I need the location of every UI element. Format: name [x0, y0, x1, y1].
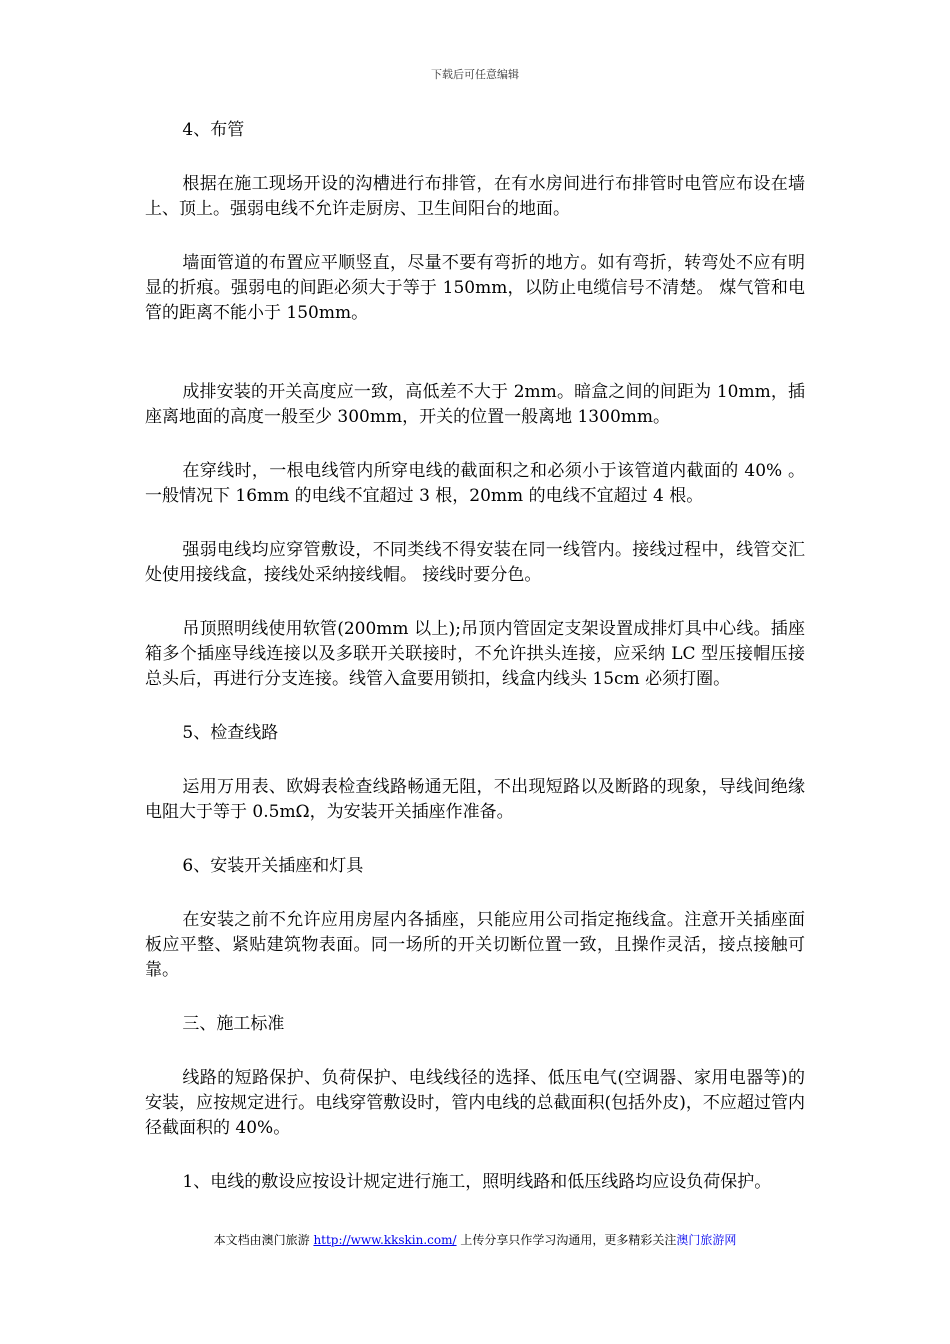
document-body	[145, 118, 805, 1195]
footer-site-name[interactable]: 澳门旅游网	[676, 1233, 737, 1247]
heading-construction-standards: 三、施工标准	[182, 1014, 285, 1034]
heading-install-switches: 6、安装开关插座和灯具	[182, 856, 364, 876]
paragraph: 线路的短路保护、负荷保护、电线线径的选择、低压电气(空调器、家用电器等)的安装，应按规定进行。电线穿管敷设时，管内电线的总截面积(包括外皮)，不应超过管内径截面积的 40%。	[145, 1068, 805, 1138]
paragraph: 根据在施工现场开设的沟槽进行布排管，在有水房间进行布排管时电管应布设在墙上、顶上。强弱电线不允许走厨房、卫生间阳台的地面。	[145, 174, 805, 219]
paragraph: 在穿线时，一根电线管内所穿电线的截面积之和必须小于该管道内截面的 40% 。一般情况下 16mm 的电线不宜超过 3 根，20mm 的电线不宜超过 4 根。	[145, 461, 805, 506]
footer-prefix: 本文档由澳门旅游	[213, 1233, 314, 1247]
paragraph: 强弱电线均应穿管敷设，不同类线不得安装在同一线管内。接线过程中，线管交汇处使用接线盒，接线处采纳接线帽。 接线时要分色。	[145, 540, 805, 585]
page-header: 下载后可任意编辑	[431, 68, 519, 81]
paragraph: 成排安装的开关高度应一致，高低差不大于 2mm。暗盒之间的间距为 10mm，插座离地面的高度一般至少 300mm，开关的位置一般离地 1300mm。	[145, 382, 805, 427]
paragraph: 运用万用表、欧姆表检查线路畅通无阻，不出现短路以及断路的现象，导线间绝缘电阻大于等于 0.5mΩ，为安装开关插座作准备。	[145, 777, 805, 822]
paragraph: 墙面管道的布置应平顺竖直，尽量不要有弯折的地方。如有弯折，转弯处不应有明显的折痕。强弱电的间距必须大于等于 150mm，以防止电缆信号不清楚。 煤气管和电管的距离不能小于 150mm。	[145, 253, 805, 323]
footer-link[interactable]: http://www.kkskin.com/	[313, 1233, 457, 1247]
paragraph: 1、电线的敷设应按设计规定进行施工，照明线路和低压线路均应设负荷保护。	[182, 1172, 772, 1192]
heading-check-circuit: 5、检查线路	[182, 723, 279, 743]
heading-wiring-pipes: 4、布管	[182, 120, 245, 140]
footer-middle: 上传分享只作学习沟通用，更多精彩关注	[456, 1233, 677, 1247]
paragraph: 在安装之前不允许应用房屋内各插座，只能应用公司指定拖线盒。注意开关插座面板应平整、紧贴建筑物表面。同一场所的开关切断位置一致，且操作灵活，接点接触可靠。	[145, 910, 805, 980]
paragraph: 吊顶照明线使用软管(200mm 以上);吊顶内管固定支架设置成排灯具中心线。插座箱多个插座导线连接以及多联开关联接时，不允许拱头连接，应采纳 LC 型压接帽压接总头后，再进行分支连接。线管入盒要用锁扣，线盒内线头 15cm 必须打圈。	[145, 619, 805, 689]
page-footer	[0, 1231, 950, 1248]
